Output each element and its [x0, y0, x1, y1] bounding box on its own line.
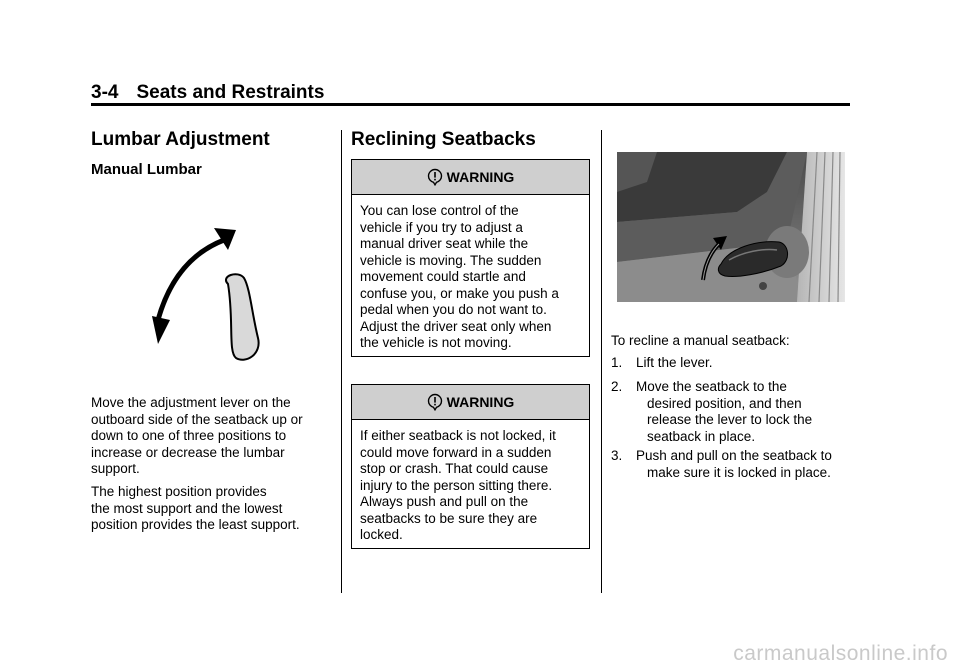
- step-number: 2.: [611, 379, 623, 394]
- warning1-line: Adjust the driver seat only when: [360, 318, 552, 334]
- header-rule: [91, 103, 850, 106]
- lumbar-lever-svg: [148, 224, 270, 366]
- warning1-line: movement could startle and: [360, 269, 526, 284]
- recline-step-3: [611, 448, 851, 481]
- para1-line: Move the adjustment lever on the: [91, 395, 291, 410]
- column-divider-right: [601, 130, 602, 593]
- para1-line: outboard side of the seatback up or: [91, 411, 303, 427]
- warning-body-1: [352, 195, 589, 360]
- warning1-line: vehicle is moving. The sudden: [360, 252, 542, 268]
- step-line: Move the seatback to the: [636, 379, 787, 394]
- warning-header-1: [352, 160, 589, 195]
- warning-icon: [427, 168, 443, 186]
- lumbar-lever-illustration: [148, 224, 270, 366]
- page-number: 3-4: [91, 82, 119, 103]
- lever-paddle-icon: [226, 274, 259, 360]
- warning-icon: [427, 393, 443, 411]
- column-divider-left: [341, 130, 342, 593]
- warning2-line: stop or crash. That could cause: [360, 461, 549, 476]
- step-line: Lift the lever.: [636, 355, 713, 370]
- step-line: Push and pull on the seatback to: [636, 448, 832, 463]
- recline-step-1: [611, 355, 851, 372]
- watermark: carmanualsonline.info: [733, 642, 948, 665]
- arrow-down-head: [152, 316, 170, 344]
- step-line: seatback in place.: [647, 428, 756, 444]
- step-number: 3.: [611, 448, 623, 463]
- warning-title-1: WARNING: [446, 169, 515, 185]
- warning1-line: pedal when you do not want to.: [360, 302, 547, 317]
- step-line: desired position, and then: [647, 395, 802, 411]
- warning1-line: vehicle if you try to adjust a: [360, 219, 523, 235]
- adjust-arrow-icon: [158, 240, 224, 320]
- section-title: Seats and Restraints: [136, 82, 325, 103]
- lumbar-paragraph-1: [91, 395, 336, 478]
- lumbar-heading: Lumbar Adjustment: [91, 129, 270, 150]
- warning2-line: could move forward in a sudden: [360, 444, 552, 460]
- warning2-line: Always push and pull on the: [360, 494, 529, 509]
- step-number: 1.: [611, 355, 623, 370]
- warning1-line: the vehicle is not moving.: [360, 335, 512, 350]
- warning-box-1: [351, 159, 590, 357]
- seatback-lever-photo: [617, 152, 845, 302]
- warning2-line: injury to the person sitting there.: [360, 477, 553, 493]
- para2-line: the most support and the lowest: [91, 500, 283, 516]
- warning1-line: confuse you, or make you push a: [360, 285, 559, 301]
- reclining-heading: Reclining Seatbacks: [351, 129, 536, 150]
- para2-line: position provides the least support.: [91, 517, 300, 532]
- recline-step-2: [611, 379, 851, 445]
- warning-box-2: [351, 384, 590, 549]
- manual-lumbar-subheading: Manual Lumbar: [91, 161, 202, 178]
- warning2-line: seatbacks to be sure they are: [360, 510, 538, 526]
- step-line: release the lever to lock the: [647, 412, 813, 427]
- seatback-photo-svg: [617, 152, 845, 302]
- arrow-up-head: [214, 228, 236, 250]
- warning1-line: manual driver seat while the: [360, 236, 529, 251]
- step-line: make sure it is locked in place.: [647, 464, 831, 480]
- recline-intro: To recline a manual seatback:: [611, 333, 790, 348]
- warning2-line: locked.: [360, 527, 403, 542]
- para1-line: increase or decrease the lumbar: [91, 444, 285, 460]
- warning2-line: If either seatback is not locked, it: [360, 428, 556, 443]
- lumbar-paragraph-2: [91, 484, 336, 534]
- warning1-line: You can lose control of the: [360, 203, 519, 218]
- warning-title-2: WARNING: [446, 394, 515, 410]
- warning-header-2: [352, 385, 589, 420]
- para2-line: The highest position provides: [91, 484, 267, 499]
- para1-line: support.: [91, 461, 140, 476]
- para1-line: down to one of three positions to: [91, 428, 287, 443]
- warning-body-2: [352, 420, 589, 552]
